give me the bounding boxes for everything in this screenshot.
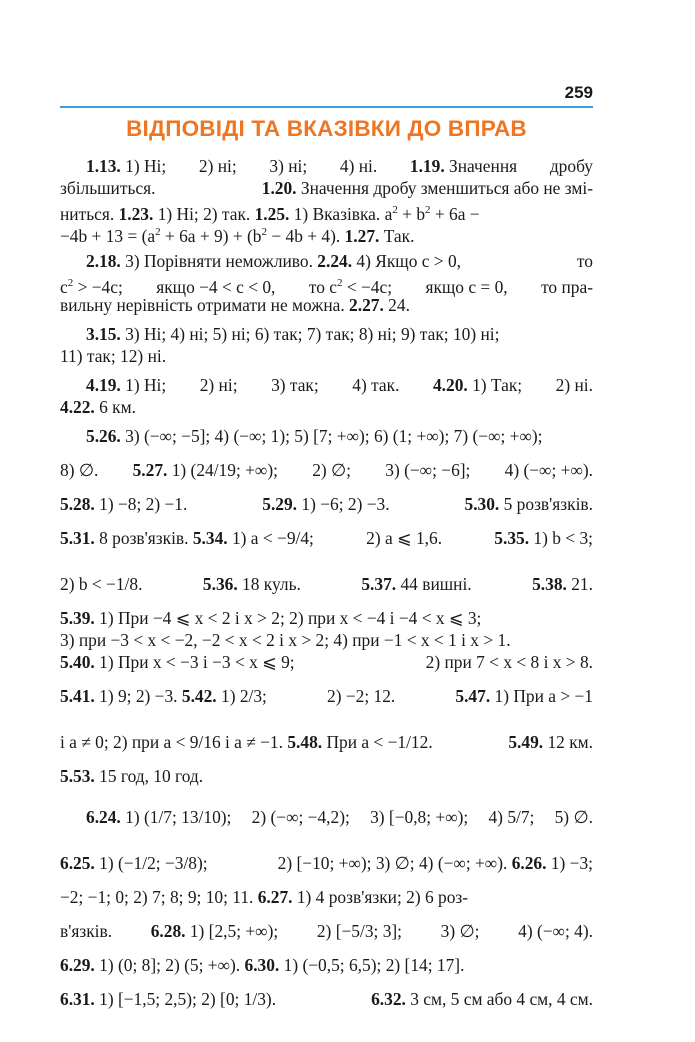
answer-text: 5.28. 1) −8; 2) −1. (60, 494, 188, 514)
answer-line (60, 908, 593, 954)
answer-line (60, 719, 593, 765)
answer-text: 2) (−∞; −4,2); (251, 807, 350, 827)
answer-text: $-4b + 13 = (a^2 + 6a + 9) + (b^2 - 4b + 4)$. 1.27. Так. (60, 225, 415, 246)
answer-line (60, 345, 593, 367)
answer-text: 4) ні. (339, 156, 378, 176)
answer-line (60, 765, 593, 787)
answer-line (60, 272, 593, 297)
answer-line (60, 954, 593, 976)
answer-text: 2.18. 3) Порівняти неможливо. 2.24. 4) Якщо c > 0, (86, 251, 462, 271)
answer-text: 5.31. 8 розв'язків. 5.34. 1) a < −9/4; (60, 528, 314, 548)
answer-text: 2) [−10; +∞); 3) ∅; 4) (−∞; +∞). 6.26. 1) −3; (277, 853, 593, 873)
answer-text: 4) 5/7; (488, 807, 535, 827)
answer-line (60, 250, 593, 272)
answer-line (60, 840, 593, 886)
answer-text: 4) так. (352, 375, 400, 395)
answer-text: 5.47. 1) При a > −1 (455, 686, 593, 706)
answer-text: 3) при −3 < x < −2, −2 < x < 2 і x > 2; 4) при −1 < x < 1 і x > 1. (60, 630, 511, 650)
page-number: 259 (564, 83, 593, 102)
answer-line (60, 651, 593, 673)
answer-text: збільшиться. (60, 178, 156, 198)
answer-text: 2) a ⩽ 1,6. (366, 528, 443, 548)
answer-text: 6.31. 1) [−1,5; 2,5); 2) [0; 1/3). (60, 989, 277, 1009)
answer-text: 3) ні; (269, 156, 308, 176)
answer-text: 5.37. 44 вишні. (361, 574, 472, 594)
answer-text: 3) ∅; (440, 921, 480, 941)
answer-line (60, 177, 593, 199)
answer-text: 5.39. 1) При −4 ⩽ x < 2 і x > 2; 2) при x < −4 і −4 < x ⩽ 3; (60, 608, 482, 628)
answer-line (60, 294, 593, 316)
answer-text: 1.13. 1) Ні; (86, 156, 167, 176)
answer-line (60, 976, 593, 1022)
answer-text: 6.29. 1) (0; 8]; 2) (5; +∞). 6.30. 1) (−0,5; 6,5); 2) [14; 17]. (60, 955, 465, 975)
answer-text: 3.15. 3) Ні; 4) ні; 5) ні; 6) так; 7) так; 8) ні; 9) так; 10) ні; (86, 324, 500, 344)
answer-text: 2) при 7 < x < 8 і x > 8. (425, 652, 593, 672)
answer-line (60, 396, 593, 418)
answer-line (60, 673, 593, 719)
answer-text: 6.24. 1) (1/7; 13/10); (86, 807, 232, 827)
answer-line (60, 199, 593, 224)
answer-line (60, 607, 593, 629)
answer-text: 5.53. 15 год, 10 год. (60, 766, 204, 786)
answer-text: 5.49. 12 км. (508, 732, 593, 752)
answer-line (60, 886, 593, 908)
answer-line (60, 447, 593, 493)
answer-text: 5.41. 1) 9; 2) −3. 5.42. 1) 2/3; (60, 686, 267, 706)
answer-text: 2) ні. (555, 375, 593, 395)
answer-line (60, 323, 593, 345)
answer-line (60, 629, 593, 651)
answer-text: 3) [−0,8; +∞); (370, 807, 469, 827)
answer-text: 2) −2; 12. (327, 686, 396, 706)
answer-text: 3) (−∞; −6]; (385, 460, 471, 480)
answer-text: 2) ні; (199, 375, 238, 395)
answer-text: то (576, 251, 593, 271)
answer-text: 1.19. Значення (409, 156, 518, 176)
answer-text: то $c^2 < -4c$; (308, 276, 393, 297)
answer-text: 2) ∅; (312, 460, 352, 480)
answer-line (60, 425, 593, 447)
answer-text: 5.36. 18 куль. (202, 574, 301, 594)
answer-text: 5.29. 1) −6; 2) −3. (262, 494, 390, 514)
answer-text: 4.19. 1) Ні; (86, 375, 167, 395)
answer-text: 5.26. 3) (−∞; −5]; 4) (−∞; 1); 5) [7; +∞); 6) (1; +∞); 7) (−∞; +∞); (86, 426, 543, 446)
answer-text: 6.25. 1) (−1/2; −3/8); (60, 853, 208, 873)
answer-line (60, 155, 593, 177)
answer-line (60, 221, 593, 246)
answer-text: 4.22. 6 км. (60, 397, 136, 417)
answer-line (60, 515, 593, 561)
answer-text: 11) так; 12) ні. (60, 346, 167, 366)
answer-text: і a ≠ 0; 2) при a < 9/16 і a ≠ −1. 5.48. При a < −1/12. (60, 732, 433, 752)
answer-text: 5.35. 1) b < 3; (494, 528, 593, 548)
answer-text: якщо −4 < c < 0, (156, 276, 276, 297)
answer-text: 5.40. 1) При x < −3 і −3 < x ⩽ 9; (60, 652, 295, 672)
answer-text: то пра- (541, 276, 593, 297)
answer-line (60, 493, 593, 515)
answer-text: 4.20. 1) Так; (432, 375, 523, 395)
answer-text: 6.32. 3 см, 5 см або 4 см, 4 см. (371, 989, 593, 1009)
answer-text: 4) (−∞; +∞). (504, 460, 593, 480)
answer-text: в'язків. (60, 921, 113, 941)
answer-text: 5.30. 5 розв'язків. (464, 494, 593, 514)
answer-text: дробу (549, 156, 593, 176)
answer-text: 2) [−5/3; 3]; (316, 921, 403, 941)
header-rule (60, 106, 593, 108)
answer-text: 2) ні; (198, 156, 237, 176)
answer-text: 4) (−∞; 4). (518, 921, 593, 941)
answer-text: −2; −1; 0; 2) 7; 8; 9; 10; 11. 6.27. 1) 4 розв'язки; 2) 6 роз- (60, 887, 469, 907)
answer-text: 6.28. 1) [2,5; +∞); (150, 921, 279, 941)
answer-text: ниться. 1.23. 1) Ні; 2) так. 1.25. 1) Вказівка. $a^2 + b^2 + 6a$ − (60, 203, 480, 224)
answer-text: якщо c = 0, (425, 276, 508, 297)
page-title: ВІДПОВІДІ ТА ВКАЗІВКИ ДО ВПРАВ (126, 116, 527, 141)
answer-text: 5) ∅. (554, 807, 593, 827)
answer-text: 8) ∅. (60, 460, 99, 480)
answer-text: 2) b < −1/8. (60, 574, 143, 594)
answer-line (60, 794, 593, 840)
answer-text: вильну нерівність отримати не можна. 2.27. 24. (60, 295, 410, 315)
answers-body (60, 155, 593, 1022)
answer-text: 3) так; (271, 375, 319, 395)
answer-line (60, 561, 593, 607)
answer-line (60, 374, 593, 396)
answer-text: $c^2 > -4c$; (60, 276, 123, 297)
answer-text: 5.27. 1) (24/19; +∞); (132, 460, 278, 480)
answer-text: 5.38. 21. (532, 574, 593, 594)
answer-text: 1.20. Значення дробу зменшиться або не змі- (261, 178, 593, 198)
